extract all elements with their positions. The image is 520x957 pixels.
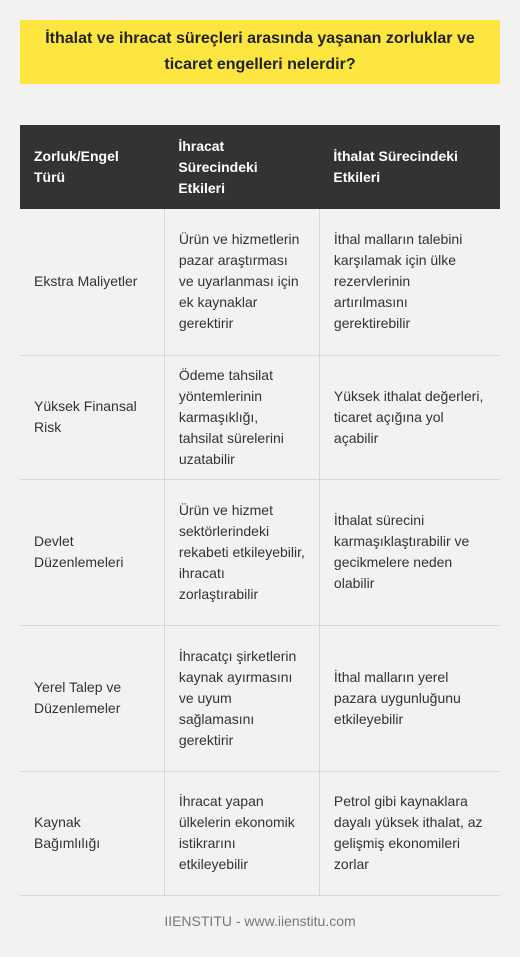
cell-export-effect: Ürün ve hizmetlerin pazar araştırması ve uyarlanması için ek kaynaklar gerektirir <box>164 209 319 355</box>
cell-challenge-type: Kaynak Bağımlılığı <box>20 771 164 895</box>
cell-import-effect: Yüksek ithalat değerleri, ticaret açığına yol açabilir <box>319 355 500 479</box>
cell-import-effect: İthal malların yerel pazara uygunluğunu etkileyebilir <box>319 625 500 771</box>
cell-challenge-type: Ekstra Maliyetler <box>20 209 164 355</box>
challenges-table <box>20 125 500 896</box>
cell-challenge-type: Devlet Düzenlemeleri <box>20 479 164 625</box>
page-title: İthalat ve ihracat süreçleri arasında yaşanan zorluklar ve ticaret engelleri nelerdir? <box>20 20 500 84</box>
footer-credit: IIENSTITU - www.iienstitu.com <box>164 913 356 929</box>
table-row <box>20 355 500 479</box>
table-row <box>20 771 500 895</box>
header-import-effects: İthalat Sürecindeki Etkileri <box>319 125 500 209</box>
cell-import-effect: İthalat sürecini karmaşıklaştırabilir ve gecikmelere neden olabilir <box>319 479 500 625</box>
cell-export-effect: Ürün ve hizmet sektörlerindeki rekabeti etkileyebilir, ihracatı zorlaştırabilir <box>164 479 319 625</box>
cell-challenge-type: Yüksek Finansal Risk <box>20 355 164 479</box>
cell-import-effect: İthal malların talebini karşılamak için ülke rezervlerinin artırılmasını gerektirebilir <box>319 209 500 355</box>
cell-export-effect: İhracat yapan ülkelerin ekonomik istikrarını etkileyebilir <box>164 771 319 895</box>
cell-import-effect: Petrol gibi kaynaklara dayalı yüksek ithalat, az gelişmiş ekonomileri zorlar <box>319 771 500 895</box>
cell-export-effect: Ödeme tahsilat yöntemlerinin karmaşıklığı, tahsilat sürelerini uzatabilir <box>164 355 319 479</box>
table-row <box>20 479 500 625</box>
cell-export-effect: İhracatçı şirketlerin kaynak ayırmasını ve uyum sağlamasını gerektirir <box>164 625 319 771</box>
header-export-effects: İhracat Sürecindeki Etkileri <box>164 125 319 209</box>
table-row <box>20 625 500 771</box>
header-challenge-type: Zorluk/Engel Türü <box>20 125 164 209</box>
table-row <box>20 209 500 355</box>
table-header-row <box>20 125 500 209</box>
cell-challenge-type: Yerel Talep ve Düzenlemeler <box>20 625 164 771</box>
